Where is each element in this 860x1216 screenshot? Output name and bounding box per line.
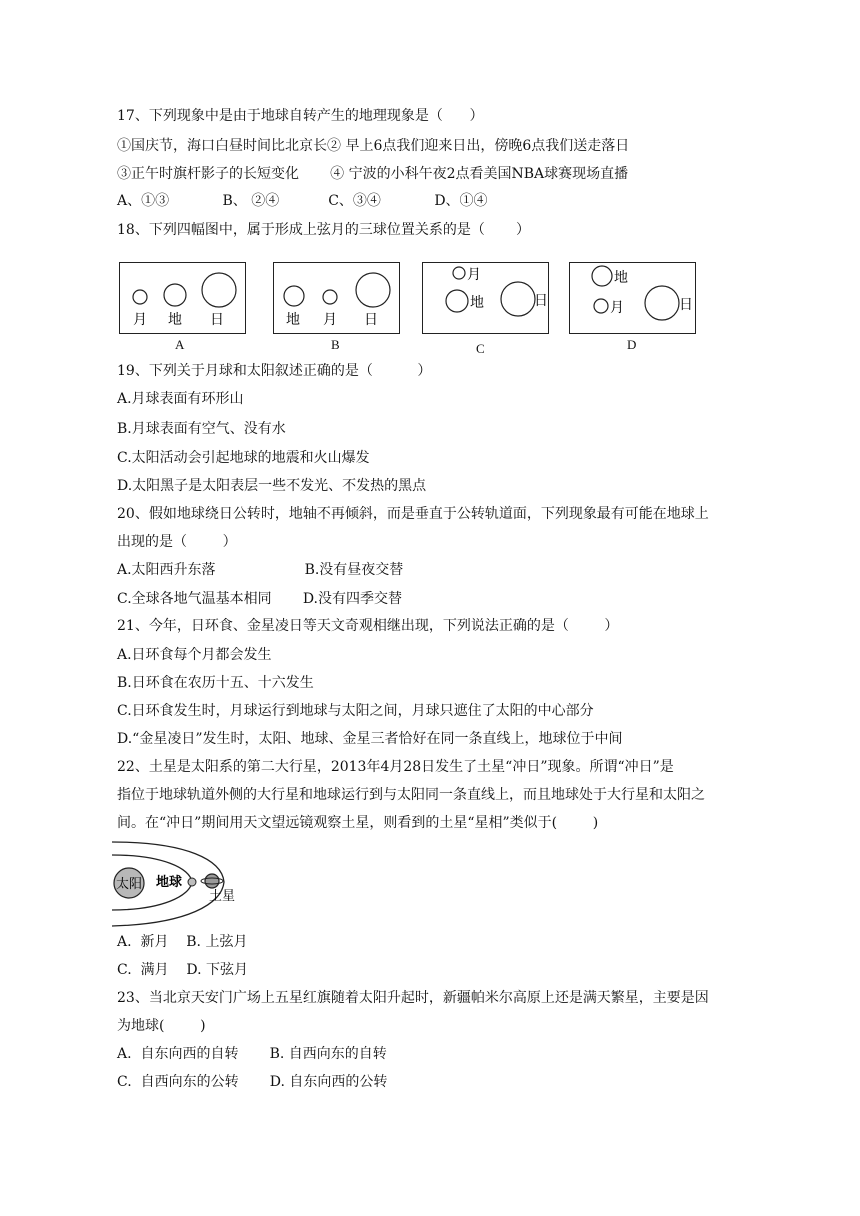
moon-circle	[133, 290, 147, 304]
q19-option-c: C.太阳活动会引起地球的地震和火山爆发	[117, 450, 370, 466]
caption-c: C	[476, 341, 485, 356]
figure-c	[422, 262, 549, 334]
sun-circle	[501, 282, 535, 316]
q20-options-ab: A.太阳西升东落 B.没有昼夜交替	[117, 562, 404, 578]
q17-stem: 17、下列现象中是由于地球自转产生的地理现象是（ ）	[117, 108, 484, 124]
saturn-icon	[205, 874, 219, 888]
q22-options-ab: A. 新月 B. 上弦月	[117, 934, 248, 950]
earth-circle	[284, 286, 304, 306]
saturn-opposition-diagram	[112, 838, 252, 930]
earth-label: 地	[614, 270, 628, 286]
q19-option-d: D.太阳黑子是太阳表层一些不发光、不发热的黑点	[117, 478, 427, 494]
earth-label: 地	[470, 295, 484, 311]
moon-label: 月	[610, 300, 624, 316]
caption-a: A	[175, 337, 185, 352]
q17-line2: ③正午时旗杆影子的长短变化 ④ 宁波的小科午夜2点看美国NBA球赛现场直播	[117, 166, 629, 182]
q23-options-cd: C. 自西向东的公转 D. 自东向西的公转	[117, 1074, 388, 1090]
q21-option-b: B.日环食在农历十五、十六发生	[117, 675, 314, 691]
q19-option-a: A.月球表面有环形山	[117, 391, 244, 407]
q22-stem-3: 间。在“冲日”期间用天文望远镜观察土星，则看到的土星“星相”类似于( )	[117, 815, 599, 831]
figure-b	[273, 262, 400, 334]
sun-label: 日	[364, 312, 378, 328]
sun-circle	[202, 273, 236, 307]
earth-circle	[592, 266, 612, 286]
sun-label: 日	[534, 293, 548, 309]
caption-b: B	[331, 337, 340, 352]
q18-stem: 18、下列四幅图中，属于形成上弦月的三球位置关系的是（ ）	[117, 222, 530, 238]
q22-stem-1: 22、土星是太阳系的第二大行星，2013年4月28日发生了土星“冲日”现象。所谓“冲日”是	[117, 759, 674, 775]
q19-option-b: B.月球表面有空气、没有水	[117, 421, 286, 437]
q21-option-d: D.“金星凌日”发生时，太阳、地球、金星三者恰好在同一条直线上，地球位于中间	[117, 731, 623, 747]
q22-stem-2: 指位于地球轨道外侧的大行星和地球运行到与太阳同一条直线上，而且地球处于大行星和太阳之	[117, 787, 705, 803]
q23-stem-2: 为地球( )	[117, 1018, 206, 1034]
figure-b-diagram	[274, 263, 399, 333]
sun-circle	[645, 286, 679, 320]
sun-label: 日	[679, 297, 693, 313]
q17-line1: ①国庆节，海口白昼时间比北京长② 早上6点我们迎来日出，傍晚6点我们送走落日	[117, 138, 630, 154]
moon-circle	[594, 299, 608, 313]
earth-circle	[164, 284, 186, 306]
earth-circle	[446, 290, 468, 312]
figure-c-diagram	[423, 263, 548, 333]
q21-option-a: A.日环食每个月都会发生	[117, 647, 272, 663]
q20-stem-2: 出现的是（ ）	[117, 534, 237, 550]
q21-option-c: C.日环食发生时，月球运行到地球与太阳之间，月球只遮住了太阳的中心部分	[117, 703, 594, 719]
moon-label: 月	[133, 312, 147, 328]
earth-label: 地	[168, 312, 182, 328]
sun-circle	[356, 273, 390, 307]
q22-options-cd: C. 满月 D. 下弦月	[117, 962, 248, 978]
q19-stem: 19、下列关于月球和太阳叙述正确的是（ ）	[117, 363, 432, 379]
moon-circle	[323, 290, 337, 304]
earth-label: 地	[286, 312, 300, 328]
moon-circle	[453, 267, 465, 279]
moon-label: 月	[467, 267, 481, 283]
earth-label: 地球	[156, 875, 183, 890]
q20-options-cd: C.全球各地气温基本相同 D.没有四季交替	[117, 591, 402, 607]
saturn-label: 土星	[209, 889, 236, 904]
q23-options-ab: A. 自东向西的自转 B. 自西向东的自转	[117, 1046, 387, 1062]
figure-a-diagram	[120, 263, 245, 333]
caption-d: D	[627, 337, 637, 352]
q23-stem-1: 23、当北京天安门广场上五星红旗随着太阳升起时，新疆帕米尔高原上还是满天繁星，主要是因	[117, 990, 709, 1006]
q20-stem-1: 20、假如地球绕日公转时，地轴不再倾斜，而是垂直于公转轨道面，下列现象最有可能在地球上	[117, 506, 709, 522]
q17-options: A、①③ B、 ②④ C、③④ D、①④	[117, 193, 488, 209]
moon-label: 月	[323, 312, 337, 328]
q21-stem: 21、今年，日环食、金星凌日等天文奇观相继出现，下列说法正确的是（ ）	[117, 618, 619, 634]
sun-label: 日	[210, 312, 224, 328]
figure-d	[569, 262, 696, 334]
figure-d-diagram	[570, 263, 695, 333]
figure-a	[119, 262, 246, 334]
sun-label: 太阳	[116, 877, 143, 892]
earth-icon	[188, 878, 196, 886]
